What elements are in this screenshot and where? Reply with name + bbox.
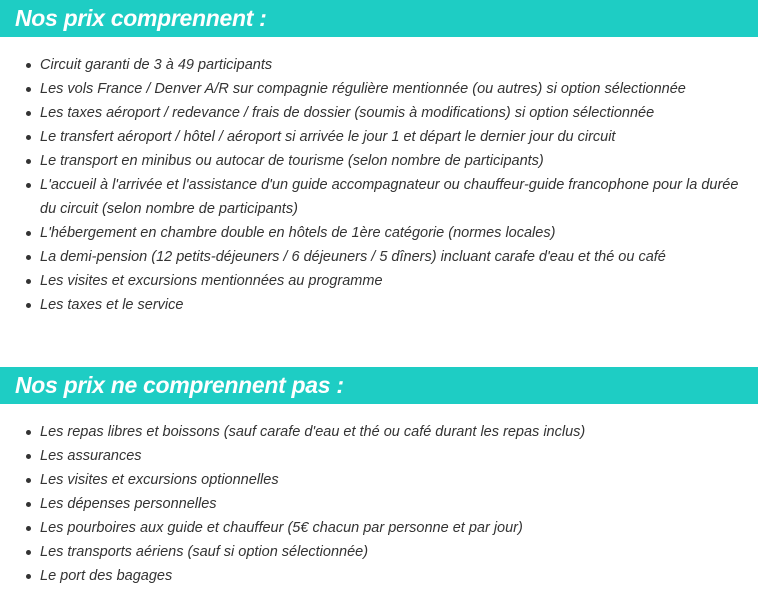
included-item-text: Les taxes aéroport / redevance / frais de dossier (soumis à modifications) si option sélectionnée bbox=[40, 105, 655, 121]
excluded-section-header bbox=[0, 367, 758, 404]
included-item-text: L'hébergement en chambre double en hôtels de 1ère catégorie (normes locales) bbox=[40, 225, 556, 241]
included-item-text: Circuit garanti de 3 à 49 participants bbox=[40, 57, 273, 73]
excluded-section-title: Nos prix ne comprennent pas : bbox=[15, 372, 344, 398]
excluded-list-item bbox=[40, 420, 758, 444]
bullet-dot-icon bbox=[26, 526, 31, 531]
excluded-list bbox=[0, 420, 758, 588]
included-list-item bbox=[40, 149, 758, 173]
bullet-dot-icon bbox=[26, 87, 31, 92]
bullet-dot-icon bbox=[26, 502, 31, 507]
bullet-dot-icon bbox=[26, 303, 31, 308]
excluded-item-text: Les assurances bbox=[40, 448, 142, 464]
included-item-text: L'accueil à l'arrivée et l'assistance d'un guide accompagnateur ou chauffeur-guide francophone pour la durée du circuit (selon nombre de participants) bbox=[40, 177, 739, 217]
excluded-list-item bbox=[40, 468, 758, 492]
included-list-item bbox=[40, 293, 758, 317]
bullet-dot-icon bbox=[26, 478, 31, 483]
excluded-item-text: Les dépenses personnelles bbox=[40, 496, 217, 512]
excluded-list-item bbox=[40, 540, 758, 564]
excluded-item-text: Les pourboires aux guide et chauffeur (5€ chacun par personne et par jour) bbox=[40, 520, 523, 536]
bullet-dot-icon bbox=[26, 231, 31, 236]
included-list-item bbox=[40, 221, 758, 245]
excluded-list-item bbox=[40, 564, 758, 588]
bullet-dot-icon bbox=[26, 183, 31, 188]
bullet-dot-icon bbox=[26, 430, 31, 435]
excluded-item-text: Les visites et excursions optionnelles bbox=[40, 472, 279, 488]
bullet-dot-icon bbox=[26, 255, 31, 260]
excluded-item-text: Les transports aériens (sauf si option sélectionnée) bbox=[40, 544, 369, 560]
excluded-item-text: Les repas libres et boissons (sauf carafe d'eau et thé ou café durant les repas inclus) bbox=[40, 424, 586, 440]
excluded-item-text: Le port des bagages bbox=[40, 568, 173, 584]
included-item-text: Les taxes et le service bbox=[40, 297, 184, 313]
included-list-item bbox=[40, 77, 758, 101]
included-item-text: Les vols France / Denver A/R sur compagnie régulière mentionnée (ou autres) si option sélectionnée bbox=[40, 81, 686, 97]
included-item-text: Le transport en minibus ou autocar de tourisme (selon nombre de participants) bbox=[40, 153, 544, 169]
included-list-item bbox=[40, 125, 758, 149]
included-item-text: Les visites et excursions mentionnées au programme bbox=[40, 273, 383, 289]
included-list-item bbox=[40, 53, 758, 77]
included-item-text: La demi-pension (12 petits-déjeuners / 6 déjeuners / 5 dîners) incluant carafe d'eau et thé ou café bbox=[40, 249, 666, 265]
excluded-list-item bbox=[40, 492, 758, 516]
bullet-dot-icon bbox=[26, 550, 31, 555]
bullet-dot-icon bbox=[26, 159, 31, 164]
bullet-dot-icon bbox=[26, 279, 31, 284]
excluded-list-item bbox=[40, 444, 758, 468]
bullet-dot-icon bbox=[26, 111, 31, 116]
included-list bbox=[0, 53, 758, 317]
included-list-item bbox=[40, 245, 758, 269]
bullet-dot-icon bbox=[26, 135, 31, 140]
included-section-title: Nos prix comprennent : bbox=[15, 5, 267, 31]
bullet-dot-icon bbox=[26, 63, 31, 68]
bullet-dot-icon bbox=[26, 574, 31, 579]
included-list-item bbox=[40, 101, 758, 125]
included-list-item bbox=[40, 269, 758, 293]
excluded-list-item bbox=[40, 516, 758, 540]
included-section-header bbox=[0, 0, 758, 37]
included-list-item bbox=[40, 173, 758, 221]
bullet-dot-icon bbox=[26, 454, 31, 459]
included-item-text: Le transfert aéroport / hôtel / aéroport si arrivée le jour 1 et départ le dernier jour du circuit bbox=[40, 129, 616, 145]
